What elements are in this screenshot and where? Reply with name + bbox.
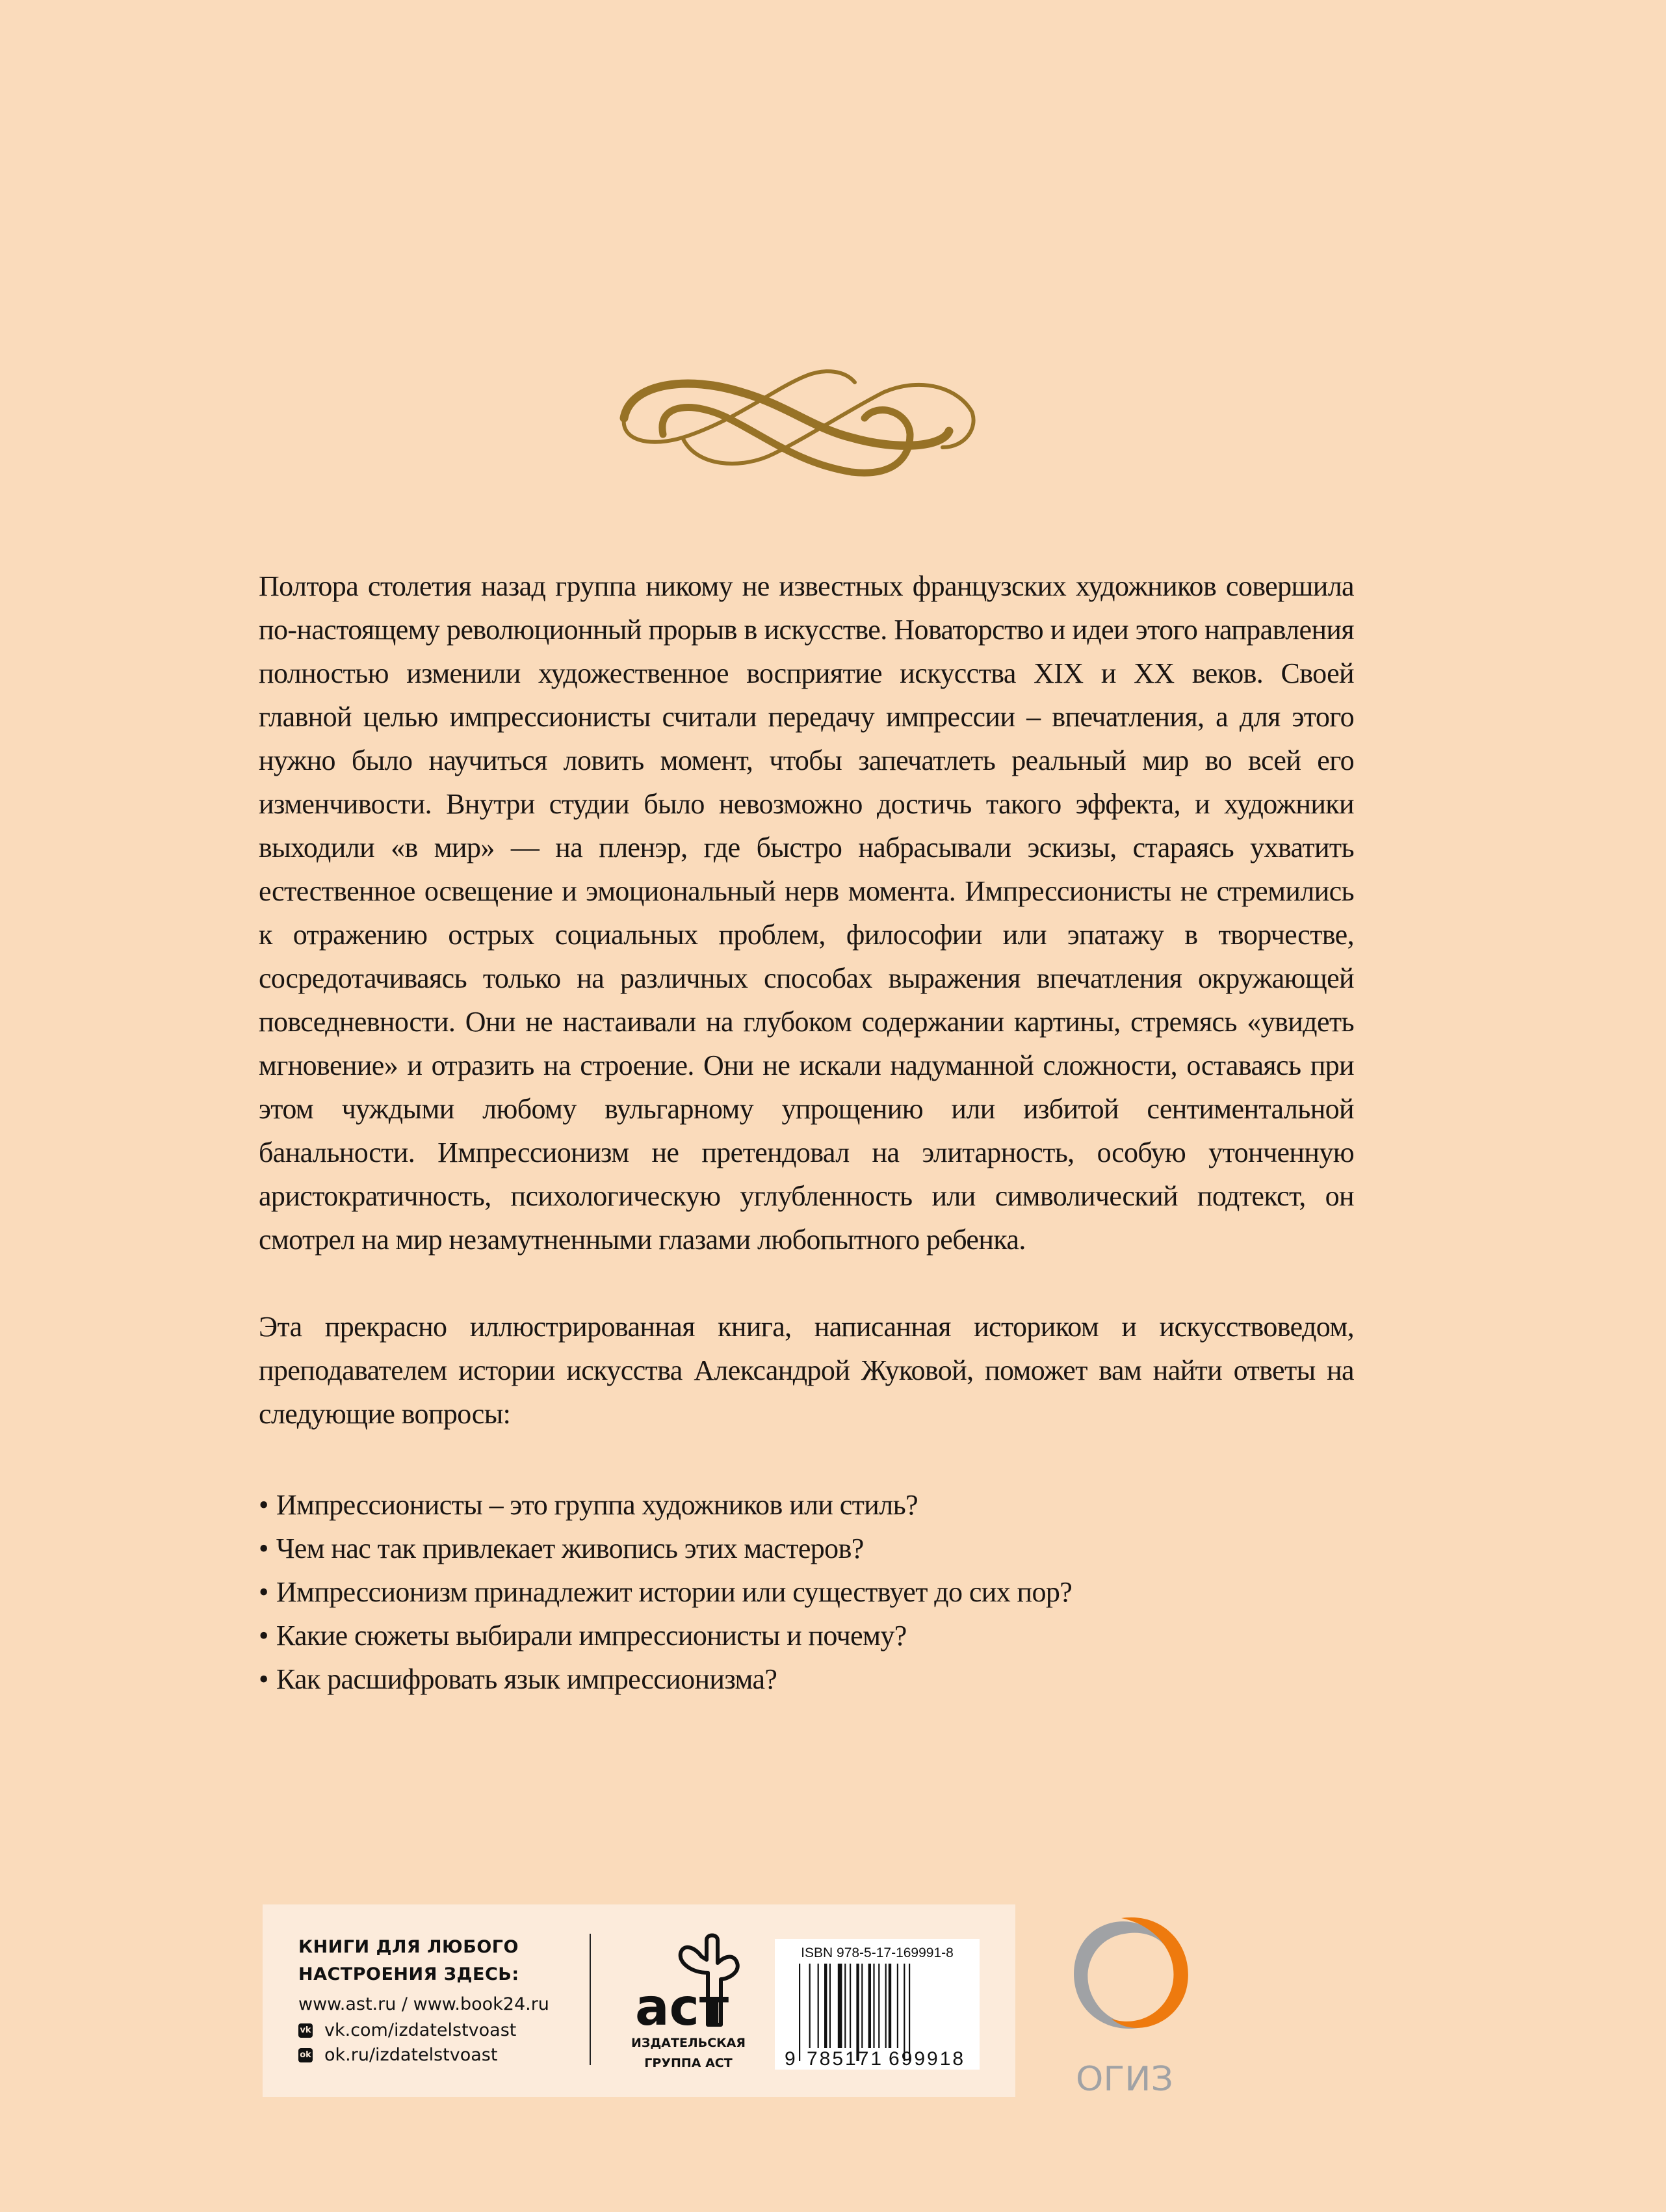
description-paragraph: Полтора столетия назад группа никому не известных французских художников совершила по-настоящему революционный прорыв в искусстве. Новаторство и идеи этого направления полностью изменили художественное восприятие искусства XIX и XX веков. Своей главной целью импрессионисты считали передачу импрессии – впечатления, а для этого нужно было научиться ловить момент, чтобы запечатлеть реальный мир во всей его изменчивости. Внутри студии было невозможно достичь такого эффекта, и художники выходили «в мир» — на пленэр, где быстро набрасывали эскизы, стараясь ухватить естественное освещение и эмоциональный нерв момента. Импрессионисты не стремились к отражению острых социальных проблем, философии или эпатажу в творчестве, сосредотачиваясь только на различных способах выражения впечатления окружающей повседневности. Они не настаивали на глубоком содержании картины, стремясь «увидеть мгновение» и отразить на строение. Они не искали надуманной сложности, оставаясь при этом чуждыми любому вульгарному упрощению или избитой сентиментальной банальности. Импрессионизм не претендовал на элитарность, особую утонченную аристократичность, психологическую углубленность или символический подтекст, он смотрел на мир незамутненными глазами любопытного ребенка. bbox=[259, 570, 1354, 1256]
barcode-bar bbox=[897, 1964, 898, 2048]
bullet-icon: • bbox=[259, 1489, 268, 1521]
shop-websites-link[interactable]: www.ast.ru / www.book24.ru bbox=[298, 1994, 549, 2014]
vk-link[interactable]: vk vk.com/izdatelstvoast bbox=[298, 2018, 549, 2043]
ok-link[interactable]: ok ok.ru/izdatelstvoast bbox=[298, 2043, 549, 2068]
barcode-bar bbox=[861, 1964, 863, 2048]
ogiz-logo-icon bbox=[1056, 1902, 1193, 2110]
svg-text:аст: аст bbox=[635, 1979, 729, 2037]
barcode-digit-first: 9 bbox=[785, 2048, 796, 2068]
shop-title: НАСТРОЕНИЯ ЗДЕСЬ: bbox=[298, 1964, 519, 1984]
list-item: • Какие сюжеты выбирали импрессионисты и почему? bbox=[259, 1620, 907, 1652]
barcode-bar bbox=[799, 1964, 800, 2061]
barcode-bar bbox=[868, 1964, 871, 2048]
shop-links bbox=[298, 1934, 549, 2068]
list-item: • Импрессионисты – это группа художников или стиль? bbox=[259, 1489, 918, 1521]
barcode-bar bbox=[878, 1964, 879, 2048]
bullet-icon: • bbox=[259, 1663, 268, 1695]
barcode-digits-right: 699918 bbox=[889, 2048, 966, 2068]
description-paragraph: Эта прекрасно иллюстрированная книга, написанная историком и искусствоведом, преподавателем истории искусства Александрой Жуковой, поможет вам найти ответы на следующие вопросы: bbox=[259, 1311, 1354, 1430]
barcode-bar bbox=[850, 1964, 851, 2048]
flourish-icon bbox=[605, 356, 995, 477]
barcode-bar bbox=[889, 1964, 891, 2048]
barcode-bar bbox=[829, 1964, 831, 2048]
list-item: • Чем нас так привлекает живопись этих мастеров? bbox=[259, 1533, 864, 1564]
shop-title: КНИГИ ДЛЯ ЛЮБОГО bbox=[298, 1937, 519, 1957]
list-item: • Как расшифровать язык импрессионизма? bbox=[259, 1663, 777, 1695]
barcode-bar bbox=[904, 1964, 905, 2061]
barcode-bar bbox=[844, 1964, 846, 2048]
barcode-bar bbox=[873, 1964, 874, 2048]
divider bbox=[590, 1934, 591, 2065]
publisher-caption: ИЗДАТЕЛЬСКАЯ ГРУППА АСТ bbox=[631, 2036, 746, 2070]
isbn-number: ISBN 978-5-17-169991-8 bbox=[801, 1945, 954, 1960]
vk-icon: vk bbox=[298, 2023, 313, 2038]
barcode-bar bbox=[818, 1964, 819, 2048]
bullet-icon: • bbox=[259, 1576, 268, 1608]
isbn-barcode bbox=[775, 1939, 980, 2070]
barcode-bar bbox=[885, 1964, 887, 2048]
barcode-digits-left: 785171 bbox=[807, 2048, 884, 2068]
ogiz-wordmark: ОГИЗ bbox=[1076, 2060, 1173, 2099]
questions-list bbox=[259, 1483, 1354, 1701]
barcode-bar bbox=[856, 1964, 859, 2061]
list-item: • Импрессионизм принадлежит истории или существует до сих пор? bbox=[259, 1576, 1073, 1608]
barcode-icon bbox=[785, 1964, 973, 2068]
barcode-bar bbox=[824, 1964, 827, 2048]
barcode-bar bbox=[909, 1964, 910, 2061]
ok-icon: ok bbox=[298, 2048, 313, 2062]
bullet-icon: • bbox=[259, 1620, 268, 1652]
publisher-info-panel bbox=[263, 1904, 1015, 2097]
barcode-bar bbox=[809, 1964, 811, 2048]
barcode-bar bbox=[838, 1964, 842, 2048]
book-description bbox=[259, 564, 1354, 1701]
bullet-icon: • bbox=[259, 1533, 268, 1564]
